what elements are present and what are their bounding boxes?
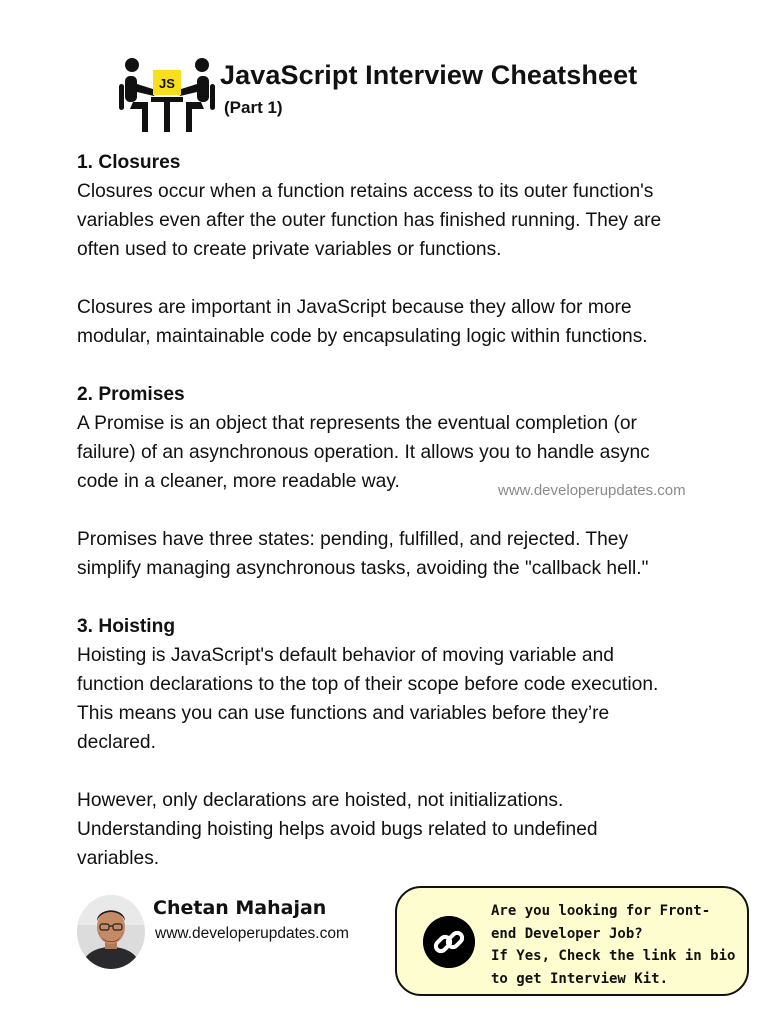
page-title: JavaScript Interview Cheatsheet [220,60,638,90]
section-heading: 1. Closures [77,152,181,173]
cheatsheet-content [77,148,717,873]
paragraph-line: Closures occur when a function retains access to its outer function's [77,181,654,202]
header [118,52,678,142]
paragraph-line: function declarations to the top of their scope before code execution. [77,674,659,695]
paragraph-line: often used to create private variables or functions. [77,239,502,260]
paragraph-line: This means you can use functions and variables before they’re [77,703,610,724]
watermark: www.developerupdates.com [498,482,686,499]
paragraph-line: Understanding hoisting helps avoid bugs related to undefined [77,819,598,840]
paragraph-gap [77,757,717,786]
paragraph-line: Closures are important in JavaScript because they allow for more [77,297,632,318]
author-card [77,895,387,971]
paragraph-line: A Promise is an object that represents the eventual completion (or [77,413,637,434]
author-website-link[interactable]: www.developerupdates.com [155,925,349,942]
avatar [77,895,145,969]
paragraph-line: modular, maintainable code by encapsulating logic within functions. [77,326,648,347]
paragraph-gap [77,264,717,293]
paragraph-line: simplify managing asynchronous tasks, avoiding the "callback hell." [77,558,649,579]
section-gap [77,351,717,380]
paragraph-line: code in a cleaner, more readable way. [77,471,400,492]
link-icon [423,916,475,968]
promo-text [491,900,735,990]
paragraph-line: However, only declarations are hoisted, not initializations. [77,790,564,811]
paragraph-line: declared. [77,732,156,753]
section-heading: 3. Hoisting [77,616,176,637]
paragraph-line: Promises have three states: pending, fulfilled, and rejected. They [77,529,629,550]
job-promo-callout[interactable] [395,886,749,996]
paragraph-line: variables. [77,848,160,869]
promo-line: If Yes, Check the link in bio [491,948,736,964]
paragraph-line: Hoisting is JavaScript's default behavior of moving variable and [77,645,614,666]
paragraph-line: variables even after the outer function has finished running. They are [77,210,662,231]
js-badge-label: JS [159,76,175,91]
promo-line: end Developer Job? [491,925,643,942]
page-subtitle: (Part 1) [224,98,283,117]
promo-line: to get Interview Kit. [491,970,669,987]
section-heading: 2. Promises [77,384,185,405]
author-name: Chetan Mahajan [153,897,327,919]
paragraph-gap [77,496,717,525]
section-gap [77,583,717,612]
paragraph-line: failure) of an asynchronous operation. It allows you to handle async [77,442,650,463]
promo-line: Are you looking for Front- [491,903,711,919]
interview-logo-icon [118,56,216,136]
